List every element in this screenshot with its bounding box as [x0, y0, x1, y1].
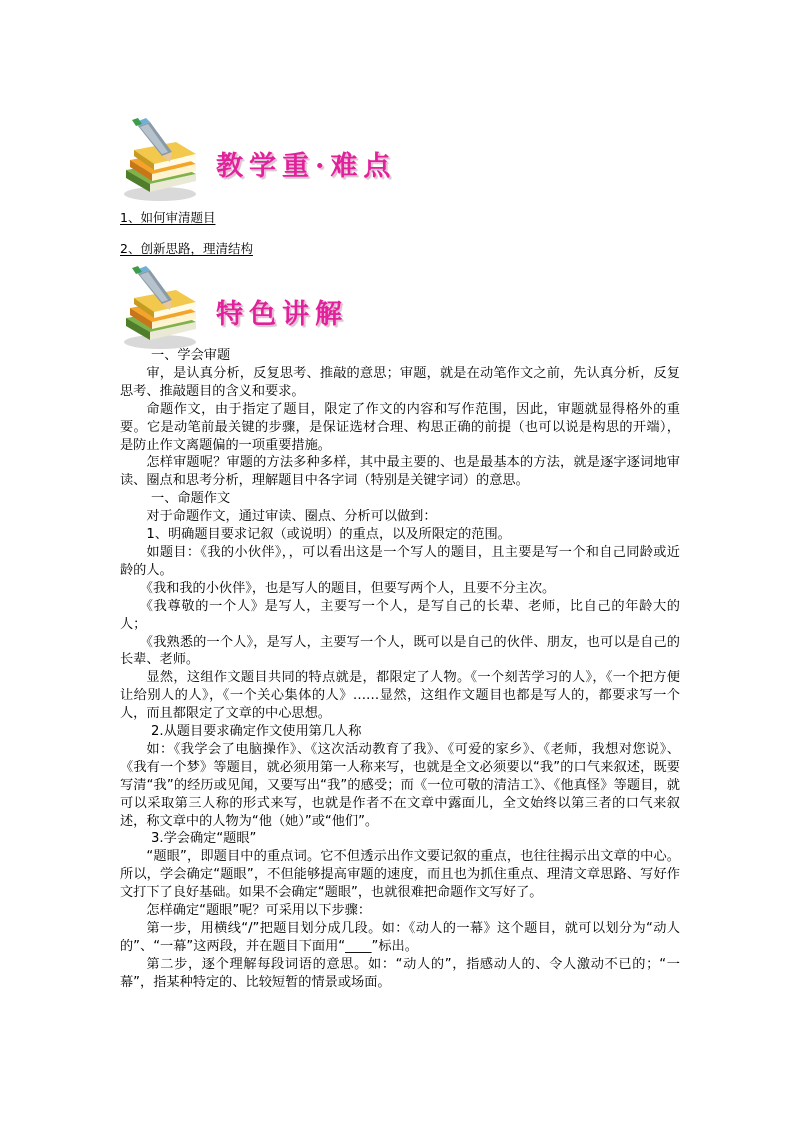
- paragraph: 第一步，用横线“/”把题目划分成几段。如：《动人的一幕》这个题目，就可以划分为“动人的”、“一幕”这两段，并在题目下面用“____”标出。: [120, 921, 680, 954]
- paragraph: “题眼”，即题目中的重点词。它不但透示出作文要记叙的重点，也往往揭示出文章的中心。所以，学会确定“题眼”，不但能够提高审题的速度，而且也为抓住重点、理清文章思路、写好作文打下了良好基础。如果不会确定“题眼”，也就很难把命题作文写好了。: [120, 849, 680, 901]
- paragraph: 显然，这组作文题目共同的特点就是，都限定了人物。《一个刻苦学习的人》，《一个把方便让给别人的人》，《一个关心集体的人》……显然，这组作文题目也都是写人的，都要求写一个人，而且都限定了文章的中心思想。: [120, 670, 680, 722]
- subheading: 2.从题目要求确定作文使用第几人称: [151, 724, 362, 740]
- toc-item-1[interactable]: 1、如何审清题目: [120, 210, 216, 225]
- section-header-explanation: [116, 266, 476, 352]
- paragraph: 命题作文，由于指定了题目，限定了作文的内容和写作范围，因此，审题就显得格外的重要。它是动笔前最关键的步骤，是保证选材合理、构思正确的前提（也可以说是构思的开端），是防止作文离题偏的一项重要措施。: [120, 401, 680, 453]
- section-header-key-points: [116, 118, 476, 204]
- paragraph: 《我尊敬的一个人》是写人，主要写一个人，是写自己的长辈、老师，比自己的年龄大的人；: [120, 598, 680, 632]
- paragraph: 如题目：《我的小伙伴》，，可以看出这是一个写人的题目，且主要是写一个和自己同龄或近龄的人。: [120, 544, 680, 578]
- heading-proposition: 一、命题作文: [151, 491, 231, 507]
- paragraph: 审，是认真分析，反复思考、推敲的意思；审题，就是在动笔作文之前，先认真分析，反复思考、推敲题目的含义和要求。: [120, 365, 680, 399]
- paragraph: 《我和我的小伙伴》，也是写人的题目，但要写两个人，且要不分主次。: [139, 580, 556, 596]
- books-pencil-icon: [116, 118, 208, 204]
- paragraph: 第二步，逐个理解每段词语的意思。如：“动人的”，指感动人的、令人激动不已的；“一幕”，指某种特定的、比较短暂的情景或场面。: [120, 956, 680, 990]
- section-title: 教学重·难点: [216, 151, 397, 182]
- paragraph: 《我熟悉的一个人》，是写人，主要写一个人，既可以是自己的伙伴、朋友，也可以是自己的长辈、老师。: [120, 634, 680, 668]
- paragraph: 如：《我学会了电脑操作》、《这次活动教育了我》、《可爱的家乡》、《老师，我想对您说》、《我有一个梦》等题目，就必须用第一人称来写，也就是全文必须要以“我”的口气来叙述，既要写清“我”的经历或见闻，又要写出“我”的感受；而《一位可敬的清洁工》、《他真怪》等题目，就可以采取第三人称的形式来写，也就是作者不在文章中露面儿，全文始终以第三者的口气来叙述，称文章中的人物为“他（她）”或“他们”。: [120, 741, 680, 829]
- article-body: [120, 347, 680, 992]
- section-title: 特色讲解: [216, 299, 348, 330]
- paragraph: 怎样审题呢？审题的方法多种多样，其中最主要的、也是最基本的方法，就是逐字逐词地审读、圈点和思考分析，理解题目中各字词（特别是关键字词）的意思。: [120, 455, 680, 489]
- subheading: 1、明确题目要求记叙（或说明）的重点，以及所限定的范围。: [146, 527, 511, 543]
- books-pencil-icon: [116, 266, 208, 352]
- paragraph: 怎样确定“题眼”呢？可采用以下步骤：: [146, 903, 372, 919]
- heading-learn-review: 一、学会审题: [151, 348, 231, 363]
- toc-item-2[interactable]: 2、创新思路，理清结构: [120, 241, 253, 256]
- paragraph: 对于命题作文，通过审读、圈点、分析可以做到：: [146, 509, 437, 525]
- subheading: 3.学会确定“题眼”: [151, 831, 257, 847]
